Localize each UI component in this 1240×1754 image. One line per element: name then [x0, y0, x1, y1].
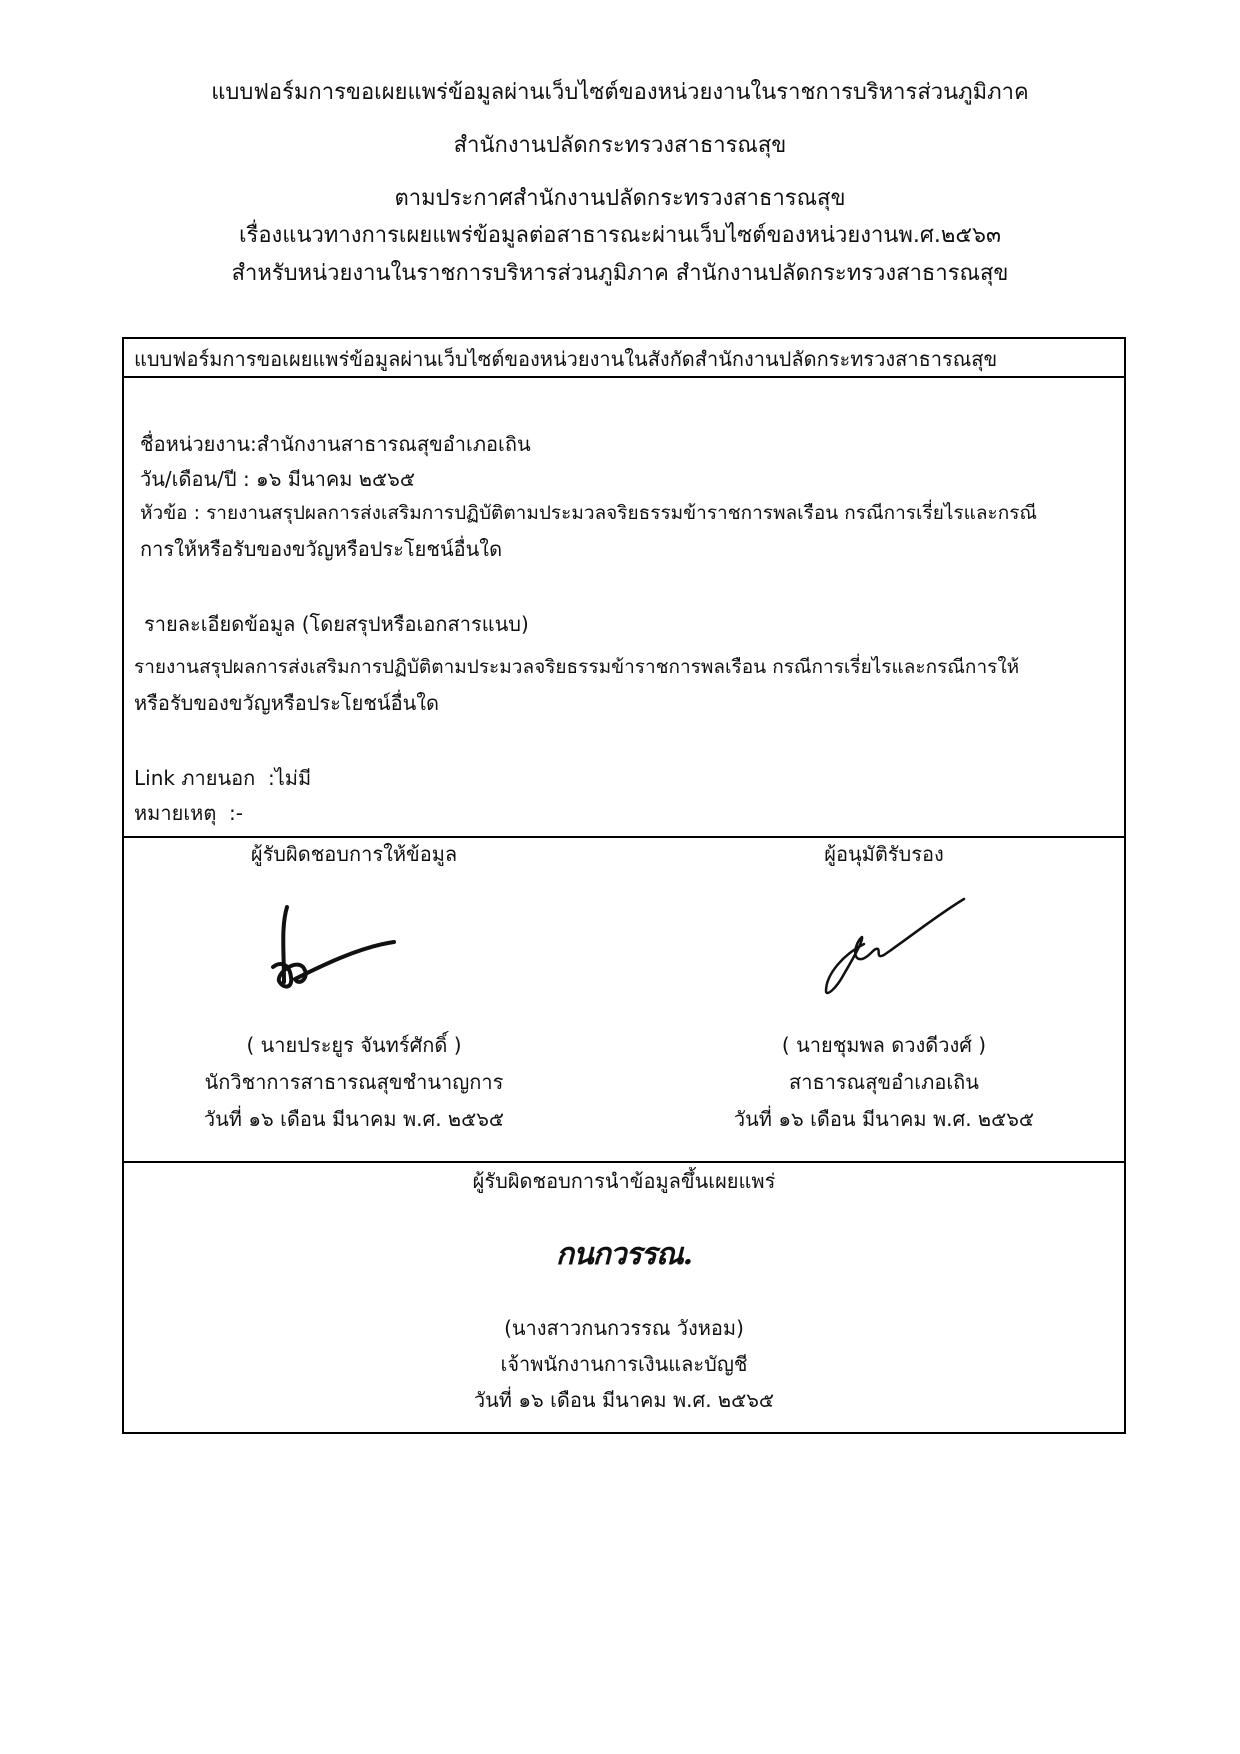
header-line-5: สำหรับหน่วยงานในราชการบริหารส่วนภูมิภาค สำนักงานปลัดกระทรวงสาธารณสุข	[231, 261, 1009, 286]
right-signatory-name: ( นายชุมพล ดวงดีวงศ์ )	[781, 1033, 987, 1057]
right-signature-drawing	[814, 889, 974, 999]
form-table	[122, 337, 1126, 1434]
right-signatory-position: สาธารณสุขอำเภอเถิน	[789, 1070, 979, 1094]
left-signature-drawing	[259, 897, 419, 997]
agency-label: ชื่อหน่วยงาน:	[140, 432, 257, 456]
form-divider-title	[124, 376, 1124, 378]
link-label: Link ภายนอก	[134, 766, 256, 790]
form-divider-signatures	[124, 1161, 1124, 1163]
right-signatory-role: ผู้อนุมัติรับรอง	[824, 842, 944, 866]
form-title: แบบฟอร์มการขอเผยแพร่ข้อมูลผ่านเว็บไซต์ของหน่วยงานในสังกัดสำนักงานปลัดกระทรวงสาธารณสุข	[134, 347, 998, 371]
date-row	[140, 467, 415, 491]
link-value: :ไม่มี	[267, 766, 312, 790]
link-row	[134, 766, 311, 790]
agency-row	[140, 432, 531, 456]
publisher-role: ผู้รับผิดชอบการนำข้อมูลขึ้นเผยแพร่	[472, 1169, 776, 1193]
publisher-date: วันที่ ๑๖ เดือน มีนาคม พ.ศ. ๒๕๖๕	[473, 1388, 775, 1412]
date-label: วัน/เดือน/ปี :	[140, 467, 250, 491]
note-row	[134, 801, 243, 825]
header-line-3: ตามประกาศสำนักงานปลัดกระทรวงสาธารณสุข	[394, 186, 846, 211]
right-signature	[814, 889, 974, 999]
header-line-2: สำนักงานปลัดกระทรวงสาธารณสุข	[453, 133, 787, 158]
subject-row	[140, 502, 1037, 525]
note-label: หมายเหตุ	[134, 801, 217, 825]
left-signatory-date: วันที่ ๑๖ เดือน มีนาคม พ.ศ. ๒๕๖๕	[203, 1107, 505, 1131]
subject-line-1: รายงานสรุปผลการส่งเสริมการปฏิบัติตามประมวลจริยธรรมข้าราชการพลเรือน กรณีการเรี่ยไรและกรณี	[206, 502, 1038, 524]
left-signatory-role: ผู้รับผิดชอบการให้ข้อมูล	[250, 842, 458, 866]
publisher-position: เจ้าพนักงานการเงินและบัญชี	[500, 1352, 748, 1376]
details-label: รายละเอียดข้อมูล (โดยสรุปหรือเอกสารแนบ)	[144, 612, 529, 636]
agency-value: สำนักงานสาธารณสุขอำเภอเถิน	[256, 432, 531, 456]
note-value: :-	[229, 801, 244, 825]
header-line-4: เรื่องแนวทางการเผยแพร่ข้อมูลต่อสาธารณะผ่านเว็บไซต์ของหน่วยงานพ.ศ.๒๕๖๓	[238, 223, 1002, 248]
left-signatory-name: ( นายประยูร จันทร์ศักดิ์ )	[246, 1033, 462, 1057]
header-line-1: แบบฟอร์มการขอเผยแพร่ข้อมูลผ่านเว็บไซต์ของหน่วยงานในราชการบริหารส่วนภูมิภาค	[211, 80, 1029, 105]
subject-line-2: การให้หรือรับของขวัญหรือประโยชน์อื่นใด	[140, 537, 503, 561]
subject-label: หัวข้อ :	[140, 502, 201, 524]
right-signatory-date: วันที่ ๑๖ เดือน มีนาคม พ.ศ. ๒๕๖๕	[733, 1107, 1035, 1131]
left-signatory-position: นักวิชาการสาธารณสุขชำนาญการ	[204, 1070, 504, 1094]
publisher-signature: กนกวรรณ.	[555, 1237, 693, 1272]
publisher-name: (นางสาวกนกวรรณ วังหอม)	[504, 1316, 744, 1340]
details-line-1: รายงานสรุปผลการส่งเสริมการปฏิบัติตามประมวลจริยธรรมข้าราชการพลเรือน กรณีการเรี่ยไรและกรณีการให้	[134, 656, 1020, 678]
date-value: ๑๖ มีนาคม ๒๕๖๕	[256, 467, 415, 491]
details-line-2: หรือรับของขวัญหรือประโยชน์อื่นใด	[134, 691, 440, 715]
left-signature	[259, 897, 419, 997]
form-divider-details	[124, 836, 1124, 838]
